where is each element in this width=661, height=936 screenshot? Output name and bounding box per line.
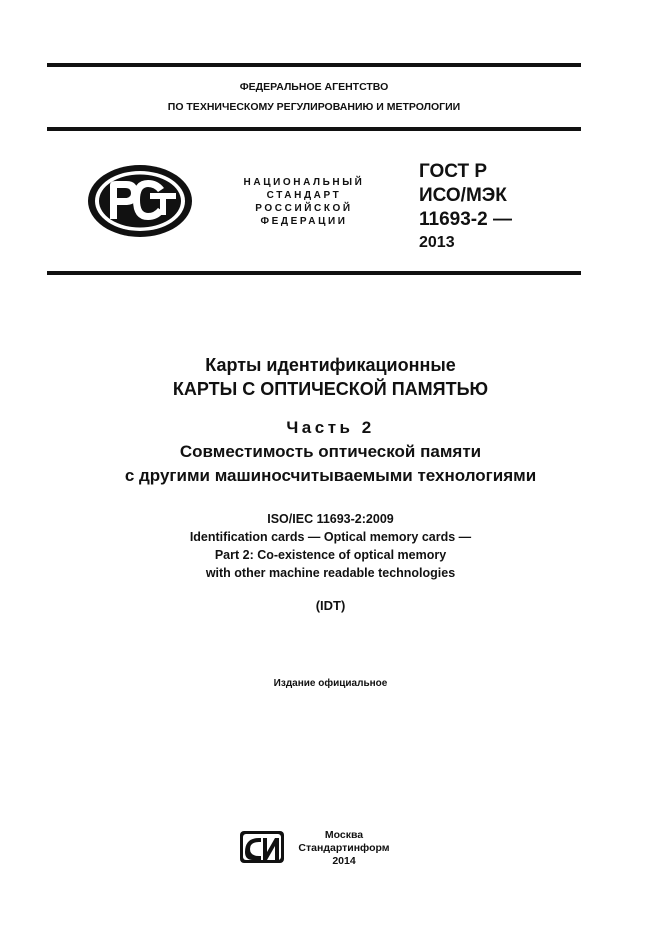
title-ru-subtitle-1: Совместимость оптической памяти xyxy=(179,442,482,461)
middle-rule xyxy=(47,127,581,131)
publisher-year: 2014 xyxy=(332,855,356,867)
rst-certification-logo-icon xyxy=(86,163,194,239)
title-ru-part: Часть 2 xyxy=(286,418,375,437)
national-standard-line-2: СТАНДАРТ xyxy=(266,190,342,201)
designation-line-3: 11693-2 — xyxy=(419,209,512,230)
standartinform-logo-icon xyxy=(239,830,285,864)
publisher-block xyxy=(292,829,396,868)
title-ru-subtitle-2: с другими машиносчитываемыми технологиями xyxy=(124,466,537,485)
title-ru-line-2: КАРТЫ С ОПТИЧЕСКОЙ ПАМЯТЬЮ xyxy=(172,379,489,399)
agency-line-1: ФЕДЕРАЛЬНОЕ АГЕНТСТВО xyxy=(239,81,389,93)
title-en-line-1: Identification cards — Optical memory cards — xyxy=(189,530,472,544)
official-edition-label: Издание официальное xyxy=(273,678,388,689)
designation-year: 2013 xyxy=(419,234,455,251)
title-ru-line-1: Карты идентификационные xyxy=(205,355,456,375)
national-standard-label xyxy=(230,176,378,228)
national-standard-line-4: ФЕДЕРАЦИИ xyxy=(260,216,348,227)
title-en-line-2: Part 2: Co-existence of optical memory xyxy=(214,548,447,562)
title-en-reference: ISO/IEC 11693-2:2009 xyxy=(267,512,394,526)
bottom-rule xyxy=(47,271,581,275)
title-en-idt: (IDT) xyxy=(315,598,346,613)
title-en-line-3: with other machine readable technologies xyxy=(205,566,456,580)
national-standard-line-1: НАЦИОНАЛЬНЫЙ xyxy=(243,177,365,188)
top-rule xyxy=(47,63,581,67)
standard-designation xyxy=(419,160,512,254)
publisher-name: Стандартинформ xyxy=(298,842,390,854)
designation-line-2: ИСО/МЭК xyxy=(419,185,507,206)
national-standard-line-3: РОССИЙСКОЙ xyxy=(255,203,353,214)
agency-line-2: ПО ТЕХНИЧЕСКОМУ РЕГУЛИРОВАНИЮ И МЕТРОЛОГИИ xyxy=(167,101,461,113)
designation-line-1: ГОСТ Р xyxy=(419,161,488,182)
publisher-city: Москва xyxy=(324,829,364,841)
